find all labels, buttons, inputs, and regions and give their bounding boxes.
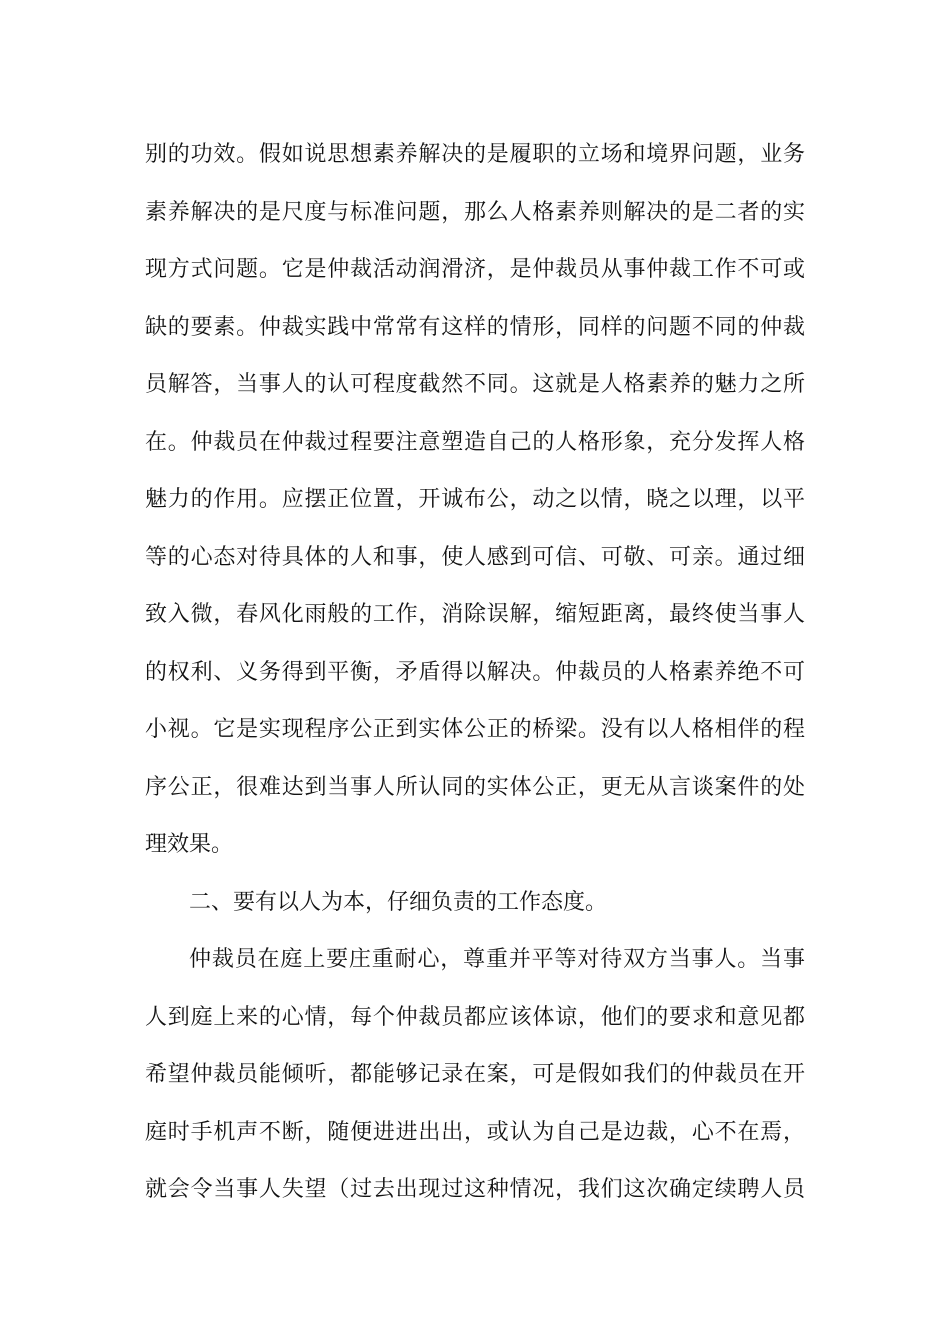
text-line: 小视。它是实现程序公正到实体公正的桥梁。没有以人格相伴的程: [145, 717, 805, 742]
paragraph-work-attitude: [145, 931, 805, 1219]
section-heading: 二、要有以人为本，仔细负责的工作态度。: [189, 889, 608, 915]
text-line: 希望仲裁员能倾听，都能够记录在案，可是假如我们的仲裁员在开: [145, 1062, 805, 1087]
text-line: 的权利、义务得到平衡，矛盾得以解决。仲裁员的人格素养绝不可: [145, 659, 805, 685]
text-line: 别的功效。假如说思想素养解决的是履职的立场和境界问题，业务: [145, 142, 805, 167]
text-line: 现方式问题。它是仲裁活动润滑济，是仲裁员从事仲裁工作不可或: [145, 257, 805, 282]
document-body: [145, 126, 805, 1219]
text-line: 序公正，很难达到当事人所认同的实体公正，更无从言谈案件的处: [145, 774, 805, 800]
text-line: 人到庭上来的心情，每个仲裁员都应该体谅，他们的要求和意见都: [145, 1004, 805, 1030]
text-line: 魅力的作用。应摆正位置，开诚布公，动之以情，晓之以理，以平: [145, 487, 805, 512]
text-line: 等的心态对待具体的人和事，使人感到可信、可敬、可亲。通过细: [145, 544, 805, 570]
text-line: 员解答，当事人的认可程度截然不同。这就是人格素养的魅力之所: [145, 372, 805, 397]
text-line: 庭时手机声不断，随便进进出出，或认为自己是边裁，心不在焉，: [145, 1119, 805, 1145]
text-line: 仲裁员在庭上要庄重耐心，尊重并平等对待双方当事人。当事: [189, 947, 805, 972]
text-line: 在。仲裁员在仲裁过程要注意塑造自己的人格形象，充分发挥人格: [145, 429, 805, 455]
paragraph-personality-cultivation: [145, 126, 805, 874]
text-line: 缺的要素。仲裁实践中常常有这样的情形，同样的问题不同的仲裁: [145, 314, 805, 340]
text-line: 理效果。: [145, 832, 234, 857]
text-line: 致入微，春风化雨般的工作，消除误解，缩短距离，最终使当事人: [145, 602, 805, 627]
text-line: 素养解决的是尺度与标准问题，那么人格素养则解决的是二者的实: [145, 199, 805, 225]
text-line: 就会令当事人失望（过去出现过这种情况，我们这次确定续聘人员: [145, 1177, 805, 1202]
